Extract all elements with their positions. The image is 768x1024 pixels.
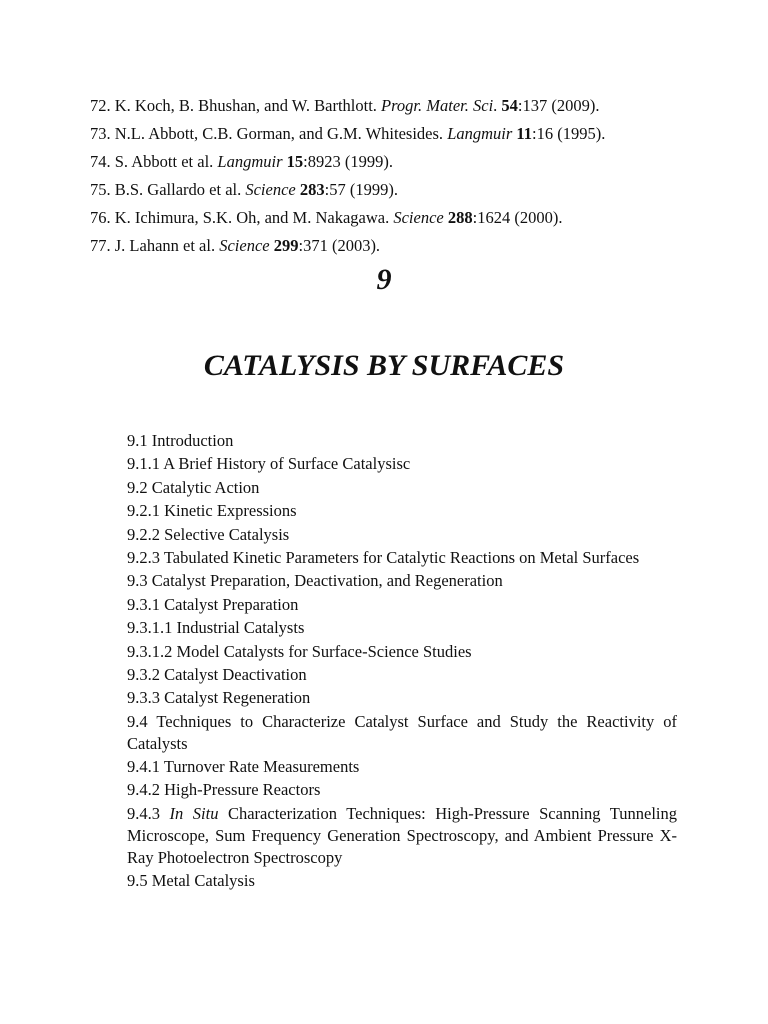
toc-item-number: 9.4.3: [127, 803, 160, 823]
toc-item: 9.3.1.1 Industrial Catalysts: [127, 618, 305, 638]
reference-pages-year: :57 (1999).: [324, 180, 398, 199]
reference-authors: K. Ichimura, S.K. Oh, and M. Nakagawa.: [114, 208, 390, 227]
reference-journal: Langmuir: [217, 152, 283, 171]
reference-volume: 299: [273, 236, 299, 255]
reference-item: [90, 232, 710, 260]
toc-item: 9.3.1.2 Model Catalysts for Surface-Science Studies: [127, 641, 472, 661]
toc-item: 9.3.2 Catalyst Deactivation: [127, 664, 307, 684]
toc-item: 9.2.1 Kinetic Expressions: [127, 501, 297, 521]
reference-pages-year: :1624 (2000).: [472, 208, 563, 227]
reference-separator: .: [493, 96, 502, 115]
reference-number: 72.: [90, 96, 111, 115]
chapter-number: 9: [376, 263, 392, 296]
reference-volume: 288: [447, 208, 473, 227]
reference-authors: N.L. Abbott, C.B. Gorman, and G.M. Whitesides.: [114, 124, 444, 143]
reference-item: [90, 204, 710, 232]
toc-item: 9.3 Catalyst Preparation, Deactivation, and Regeneration: [127, 571, 503, 591]
reference-authors: S. Abbott et al.: [114, 152, 214, 171]
reference-item: [90, 92, 710, 120]
reference-number: 77.: [90, 236, 111, 255]
toc-item-in-situ: [127, 803, 677, 869]
toc-item: 9.2.3 Tabulated Kinetic Parameters for Catalytic Reactions on Metal Surfaces: [127, 547, 640, 567]
reference-journal: Science: [245, 180, 296, 199]
reference-authors: B.S. Gallardo et al.: [114, 180, 242, 199]
reference-journal: Science: [219, 236, 270, 255]
toc-item-italic: In Situ: [169, 803, 219, 823]
reference-number: 76.: [90, 208, 111, 227]
reference-item: [90, 120, 710, 148]
reference-number: 74.: [90, 152, 111, 171]
toc-item: 9.3.3 Catalyst Regeneration: [127, 688, 311, 708]
toc-item: 9.4 Techniques to Characterize Catalyst Surface and Study the Reactivity of Catalysts: [127, 711, 677, 753]
toc-item: 9.2.2 Selective Catalysis: [127, 524, 290, 544]
reference-authors: K. Koch, B. Bhushan, and W. Barthlott.: [114, 96, 377, 115]
reference-journal: Progr. Mater. Sci: [381, 96, 494, 115]
toc-item: 9.1 Introduction: [127, 431, 234, 450]
toc-item: 9.2 Catalytic Action: [127, 477, 260, 497]
chapter-title: CATALYSIS BY SURFACES: [203, 349, 565, 382]
toc-item: 9.4.1 Turnover Rate Measurements: [127, 757, 360, 777]
toc-item: 9.4.2 High-Pressure Reactors: [127, 780, 321, 800]
reference-journal: Langmuir: [447, 124, 513, 143]
toc-item-text: Characterization Techniques: High-Pressure Scanning Tunneling Microscope, Sum Frequency Generation Spectroscopy, and Ambient Pressure X-Ray Photoelectron Spectroscopy: [127, 803, 677, 867]
reference-journal: Science: [393, 208, 444, 227]
reference-list: [90, 92, 710, 260]
toc-item: 9.5 Metal Catalysis: [127, 871, 255, 891]
reference-pages-year: :371 (2003).: [298, 236, 381, 255]
reference-item: [90, 176, 710, 204]
reference-volume: 54: [501, 96, 518, 115]
reference-pages-year: :16 (1995).: [532, 124, 606, 143]
reference-item: [90, 148, 710, 176]
reference-pages-year: :137 (2009).: [517, 96, 600, 115]
reference-volume: 11: [516, 124, 533, 143]
reference-number: 75.: [90, 180, 111, 199]
reference-volume: 283: [299, 180, 325, 199]
reference-volume: 15: [286, 152, 304, 171]
toc-item: 9.3.1 Catalyst Preparation: [127, 594, 299, 614]
toc-item: 9.1.1 A Brief History of Surface Catalysisc: [127, 454, 411, 474]
reference-authors: J. Lahann et al.: [114, 236, 216, 255]
reference-number: 73.: [90, 124, 111, 143]
reference-pages-year: :8923 (1999).: [303, 152, 393, 171]
table-of-contents: [127, 430, 677, 894]
